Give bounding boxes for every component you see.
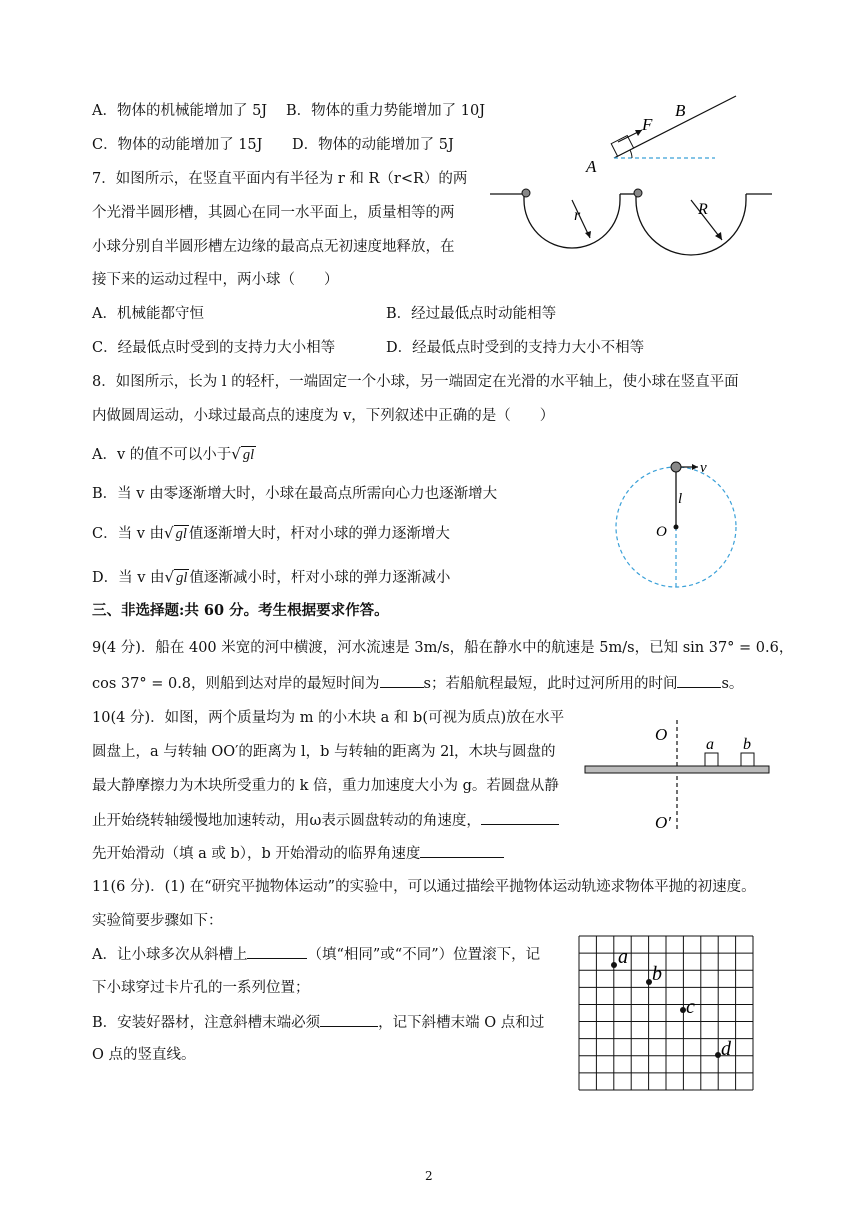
q6-option-d: D．物体的动能增加了 5J (292, 137, 454, 153)
q11-label-a: a (618, 946, 628, 968)
q10-line3: 最大静摩擦力为木块所受重力的 k 倍，重力加速度大小为 g。若圆盘从静 (92, 778, 559, 794)
q10-line4 (92, 810, 559, 831)
q9-answer-blank-1[interactable] (380, 673, 424, 688)
q10-line5 (92, 843, 504, 864)
q8-option-d-post: 值逐渐减小时，杆对小球的弹力逐渐减小 (189, 570, 451, 586)
q8-option-a-text: A．v 的值不可以小于 (92, 447, 232, 463)
q7-stem-line2: 个光滑半圆形槽，其圆心在同一水平面上，质量相等的两 (92, 205, 455, 221)
q11-step-a-text-a: A．让小球多次从斜槽上 (92, 947, 248, 963)
q11-line2: 实验简要步骤如下： (92, 913, 223, 929)
q8-sqrt-gl-a: gl (242, 447, 255, 463)
q9-line2-c: s。 (721, 676, 744, 692)
q10-label-o: O (655, 725, 668, 744)
q11-step-b-line1 (92, 1012, 544, 1033)
q8-sqrt-gl-c: gl (175, 526, 187, 542)
q9-line1: 9(4 分)．船在 400 米宽的河中横渡，河水流速是 3m/s，船在静水中的航速是 5m/s，已知 sin 37° = 0.6， (92, 640, 794, 656)
q10-line1: 10(4 分)．如图，两个质量均为 m 的小木块 a 和 b(可视为质点)放在水平 (92, 710, 565, 726)
q8-option-c: C．当 v 由√ gl 值逐渐增大时，杆对小球的弹力逐渐增大 (92, 524, 450, 542)
q11-step-a-line2: 下小球穿过卡片孔的一系列位置； (92, 980, 310, 996)
page-number: 2 (425, 1169, 433, 1183)
q6-incline-figure (580, 88, 750, 178)
q11-line1: 11(6 分)．(1) 在“研究平抛物体运动”的实验中，可以通过描绘平抛物体运动轨迹求物体平抛的初速度。 (92, 879, 756, 895)
q8-option-c-post: 值逐渐增大时，杆对小球的弹力逐渐增大 (188, 526, 450, 542)
q8-label-o: O (656, 524, 667, 540)
q8-option-b: B．当 v 由零逐渐增大时，小球在最高点所需向心力也逐渐增大 (92, 486, 498, 502)
q7-label-big-r: R (698, 201, 708, 218)
q11-label-b: b (652, 963, 662, 985)
q9-line2 (92, 673, 743, 694)
q7-semicircle-figure (490, 180, 775, 290)
q10-label-o-prime: O′ (655, 813, 671, 832)
q11-step-b-line2: O 点的竖直线。 (92, 1047, 196, 1063)
q10-line4-text: 止开始绕转轴缓慢地加速转动，用ω表示圆盘转动的角速度， (92, 813, 481, 829)
q8-label-l: l (678, 491, 683, 507)
q10-label-b: b (743, 736, 751, 753)
q11-label-d: d (721, 1038, 731, 1060)
q11-label-c: c (686, 996, 695, 1018)
q11-step-b-text-b: ，记下斜槽末端 O 点和过 (378, 1015, 545, 1031)
q7-stem-line1: 7．如图所示，在竖直平面内有半径为 r 和 R（r<R）的两 (92, 171, 468, 187)
q6-option-c: C．物体的动能增加了 15J (92, 137, 263, 153)
q7-stem-line3: 小球分别自半圆形槽左边缘的最高点无初速度地释放，在 (92, 239, 455, 255)
q8-sqrt-gl-d: gl (176, 570, 188, 586)
q8-stem-line2: 内做圆周运动，小球过最高点的速度为 v，下列叙述中正确的是（ ） (92, 408, 555, 424)
q11-step-a-line1 (92, 944, 540, 965)
q6-label-a: A (586, 157, 597, 176)
q10-label-a: a (706, 736, 714, 753)
q8-stem-line1: 8．如图所示，长为 l 的轻杆，一端固定一个小球，另一端固定在光滑的水平轴上，使小球在竖直平面 (92, 374, 739, 390)
q8-option-d-pre: D．当 v 由 (92, 570, 165, 586)
q7-option-a: A．机械能都守恒 (92, 306, 204, 322)
q11-answer-blank-2[interactable] (320, 1012, 378, 1027)
q6-label-b: B (675, 101, 686, 120)
q9-line2-a: cos 37° = 0.8，则船到达对岸的最短时间为 (92, 676, 380, 692)
q7-label-r: r (574, 207, 581, 224)
q7-option-c: C．经最低点时受到的支持力大小相等 (92, 340, 336, 356)
section-3-heading: 三、非选择题:共 60 分。考生根据要求作答。 (92, 602, 389, 619)
q10-answer-blank-1[interactable] (481, 810, 559, 825)
q8-option-a: A．v 的值不可以小于√ gl (92, 445, 255, 463)
q8-circle-figure (610, 455, 750, 590)
q11-step-b-text-a: B．安装好器材，注意斜槽末端必须 (92, 1015, 321, 1031)
q11-grid-figure (578, 935, 754, 1091)
q9-answer-blank-2[interactable] (677, 673, 721, 688)
q8-option-c-pre: C．当 v 由 (92, 526, 165, 542)
q8-label-v: v (700, 460, 707, 476)
q10-line5-text: 先开始滑动（填 a 或 b），b 开始滑动的临界角速度 (92, 846, 421, 862)
q6-label-f: F (642, 115, 653, 134)
q11-answer-blank-1[interactable] (247, 944, 307, 959)
q6-option-b: B．物体的重力势能增加了 10J (286, 103, 486, 119)
q7-option-d: D．经最低点时受到的支持力大小不相等 (386, 340, 645, 356)
q10-disk-figure (585, 720, 775, 835)
q10-answer-blank-2[interactable] (420, 843, 504, 858)
q11-step-a-text-b: （填“相同”或“不同”）位置滚下，记 (307, 947, 541, 963)
q7-stem-line4: 接下来的运动过程中，两小球（ ） (92, 272, 339, 288)
q6-option-a: A．物体的机械能增加了 5J (92, 103, 268, 119)
q7-option-b: B．经过最低点时动能相等 (386, 306, 557, 322)
q8-option-d: D．当 v 由√ gl 值逐渐减小时，杆对小球的弹力逐渐减小 (92, 568, 451, 586)
q10-line2: 圆盘上，a 与转轴 OO′的距离为 l，b 与转轴的距离为 2l，木块与圆盘的 (92, 744, 556, 760)
q9-line2-b: s；若船航程最短，此时过河所用的时间 (423, 676, 678, 692)
